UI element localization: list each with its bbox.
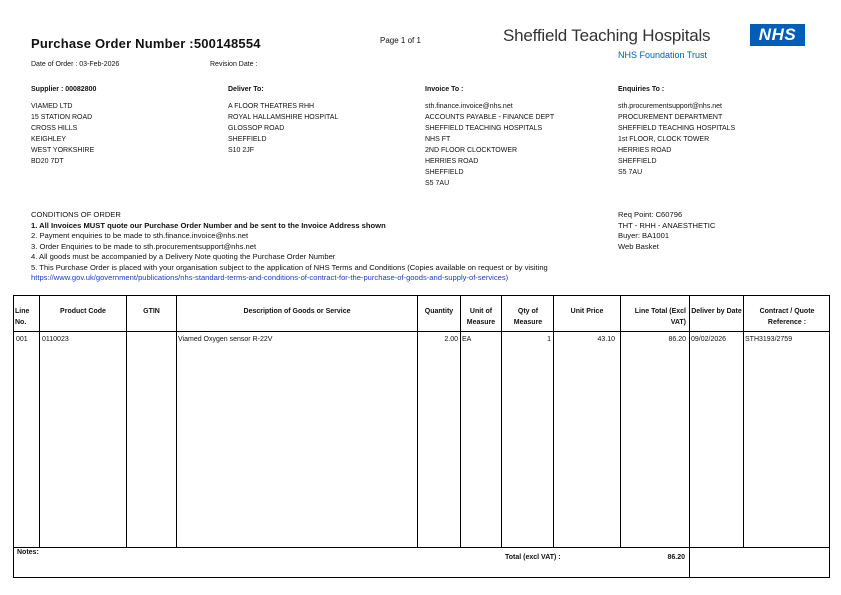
supplier-line: WEST YORKSHIRE [31,147,95,154]
condition-line: 4. All goods must be accompanied by a Delivery Note quoting the Purchase Order Number [31,252,336,261]
condition-line: 2. Payment enquiries to be made to sth.finance.invoice@nhs.net [31,231,249,240]
deliver-to-block [228,84,338,156]
supplier-heading: Supplier : 00082800 [31,86,97,93]
page-number: Page 1 of 1 [380,36,421,45]
conditions-block [31,210,548,284]
total-label: Total (excl VAT) : [505,554,561,561]
col-header-deliver-by: Deliver by Date [691,308,742,315]
col-header-quantity: Quantity [424,308,454,315]
condition-line: 5. This Purchase Order is placed with your organisation subject to the application of NHS Terms and Conditions (Copies available on request or by visiting [31,262,548,272]
enquiries-to-block [618,84,735,178]
deliver-to-line: A FLOOR THEATRES RHH [228,103,315,110]
buyer: Buyer: BA1001 [618,231,670,240]
col-header-contract: Contract / Quote Reference : [759,308,815,326]
col-header-product-code: Product Code [60,308,106,315]
col-header-line-total: Line Total (Excl VAT) [634,308,686,326]
col-header-unit-of-measure: Unit of Measure [466,308,496,326]
cell-product-code: 0110023 [42,336,69,343]
cell-contract: STH3193/2759 [745,336,793,343]
request-info-block [618,210,715,252]
cell-unit-price: 43.10 [597,336,615,343]
supplier-line: BD20 7DT [31,158,64,165]
deliver-to-line: SHEFFIELD [228,136,267,143]
enquiries-to-line: sth.procurementsupport@nhs.net [618,103,722,110]
invoice-to-line: SHEFFIELD [425,169,464,176]
deliver-to-line: ROYAL HALLAMSHIRE HOSPITAL [228,114,339,121]
invoice-to-line: NHS FT [425,136,451,143]
enquiries-to-line: SHEFFIELD TEACHING HOSPITALS [618,125,736,132]
condition-line: 1. All Invoices MUST quote our Purchase Order Number and be sent to the Invoice Address shown [31,220,386,230]
invoice-to-heading: Invoice To : [425,86,464,93]
revision-date: Revision Date : [210,61,258,68]
condition-line: 3. Order Enquiries to be made to sth.procurementsupport@nhs.net [31,241,257,251]
nhs-logo-badge: NHS [750,24,805,46]
cell-quantity: 2.00 [444,336,458,343]
cell-line-total: 86.20 [668,336,686,343]
col-header-qty-of-measure: Qty of Measure [513,308,543,326]
invoice-to-block [425,84,554,189]
date-of-order: Date of Order : 03-Feb-2026 [31,61,120,68]
supplier-line: 15 STATION ROAD [31,114,93,121]
cell-line-no: 001 [16,336,28,343]
deliver-to-line: S10 2JF [228,147,255,154]
col-header-description: Description of Goods or Service [243,308,351,315]
total-value: 86.20 [667,554,685,561]
invoice-to-line: sth.finance.invoice@nhs.net [425,103,513,110]
terms-link[interactable]: https://www.gov.uk/government/publications/nhs-standard-terms-and-conditions-of-contract-for-the-purchase-of-goods-and-supply-of-services) [31,273,509,282]
col-header-line-no: Line No. [15,308,30,326]
enquiries-to-line: PROCUREMENT DEPARTMENT [618,114,723,121]
trust-logo-subtitle: NHS Foundation Trust [618,50,708,60]
invoice-to-line: 2ND FLOOR CLOCKTOWER [425,147,518,154]
enquiries-to-line: HERRIES ROAD [618,147,672,154]
col-header-unit-price: Unit Price [570,308,604,315]
conditions-heading: CONDITIONS OF ORDER [31,210,121,219]
cell-deliver-by: 09/02/2026 [691,336,727,343]
req-location: THT - RHH - ANAESTHETIC [618,220,716,230]
cell-qty-of-measure: 1 [547,336,551,343]
order-channel: Web Basket [618,241,659,251]
invoice-to-line: ACCOUNTS PAYABLE - FINANCE DEPT [425,114,555,121]
supplier-line: KEIGHLEY [31,136,67,143]
invoice-to-line: S5 7AU [425,180,450,187]
deliver-to-line: GLOSSOP ROAD [228,125,285,132]
invoice-to-line: HERRIES ROAD [425,158,479,165]
req-point: Req Point: C60796 [618,210,683,219]
supplier-line: CROSS HILLS [31,125,78,132]
cell-description: Viamed Oxygen sensor R-22V [178,336,273,343]
invoice-to-line: SHEFFIELD TEACHING HOSPITALS [425,125,543,132]
supplier-line: VIAMED LTD [31,103,73,110]
cell-unit-of-measure: EA [462,336,472,343]
col-header-gtin: GTIN [143,308,160,315]
notes-label: Notes: [17,549,39,556]
page-title: Purchase Order Number :500148554 [31,36,261,51]
enquiries-to-line: SHEFFIELD [618,158,657,165]
enquiries-to-line: 1st FLOOR, CLOCK TOWER [618,136,710,143]
enquiries-to-line: S5 7AU [618,169,643,176]
deliver-to-heading: Deliver To: [228,86,264,93]
supplier-block [31,84,96,167]
trust-logo-name: Sheffield Teaching Hospitals [503,26,711,45]
enquiries-to-heading: Enquiries To : [618,86,665,93]
